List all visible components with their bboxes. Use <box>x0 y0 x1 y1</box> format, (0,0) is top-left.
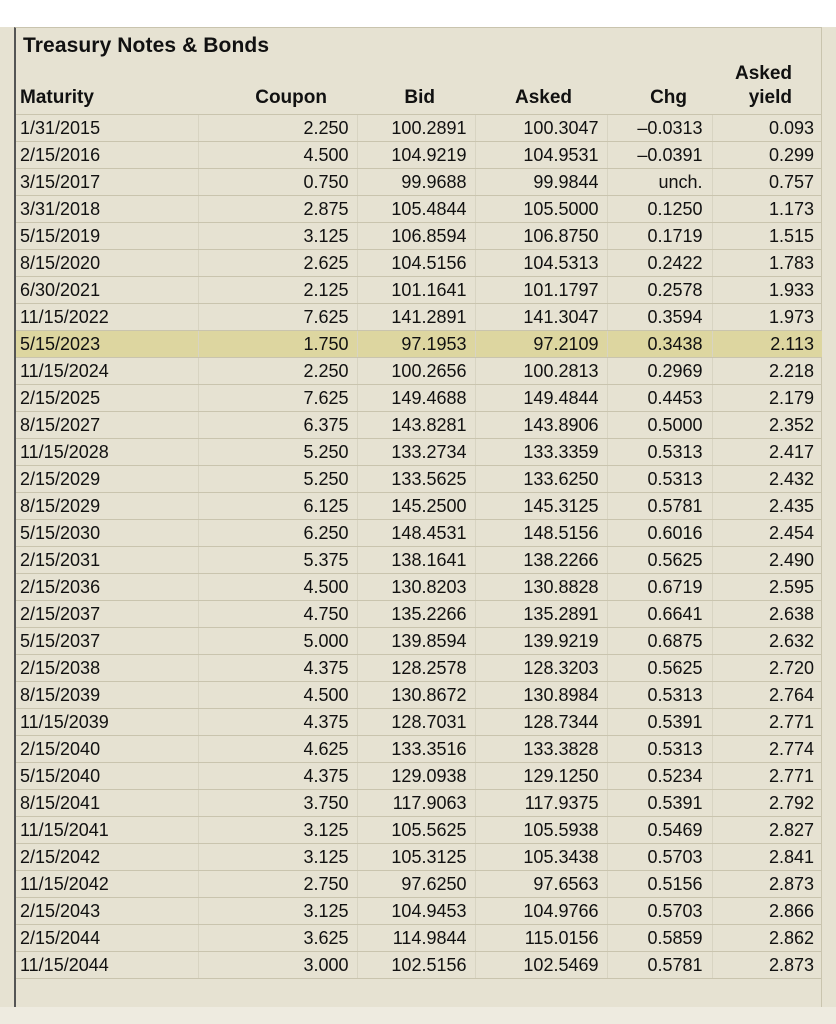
cell-coupon: 0.750 <box>198 169 357 196</box>
cell-chg: unch. <box>607 169 712 196</box>
cell-bid: 135.2266 <box>357 601 475 628</box>
cell-chg: 0.2969 <box>607 358 712 385</box>
cell-maturity: 5/15/2040 <box>16 763 198 790</box>
cell-asked-yield: 2.454 <box>712 520 822 547</box>
cell-coupon: 4.375 <box>198 763 357 790</box>
cell-asked-yield: 2.352 <box>712 412 822 439</box>
cell-coupon: 4.750 <box>198 601 357 628</box>
cell-asked-yield: 1.515 <box>712 223 822 250</box>
cell-maturity: 8/15/2020 <box>16 250 198 277</box>
cell-maturity: 2/15/2038 <box>16 655 198 682</box>
cell-maturity: 11/15/2028 <box>16 439 198 466</box>
table-row <box>16 115 822 142</box>
table-row <box>16 304 822 331</box>
cell-asked: 105.3438 <box>475 844 607 871</box>
cell-chg: 0.5859 <box>607 925 712 952</box>
cell-asked-yield: 1.173 <box>712 196 822 223</box>
cell-bid: 117.9063 <box>357 790 475 817</box>
cell-asked: 102.5469 <box>475 952 607 979</box>
table-row <box>16 385 822 412</box>
cell-asked-yield: 2.862 <box>712 925 822 952</box>
table-row <box>16 250 822 277</box>
table-row <box>16 628 822 655</box>
cell-maturity: 6/30/2021 <box>16 277 198 304</box>
cell-bid: 101.1641 <box>357 277 475 304</box>
cell-chg: 0.5703 <box>607 898 712 925</box>
header-chg: Chg <box>607 55 712 115</box>
cell-coupon: 2.750 <box>198 871 357 898</box>
cell-coupon: 4.375 <box>198 655 357 682</box>
header-maturity: Maturity <box>16 55 198 115</box>
cell-maturity: 5/15/2030 <box>16 520 198 547</box>
header-coupon: Coupon <box>198 55 357 115</box>
cell-bid: 138.1641 <box>357 547 475 574</box>
cell-coupon: 5.250 <box>198 439 357 466</box>
cell-chg: 0.5313 <box>607 439 712 466</box>
cell-asked: 133.6250 <box>475 466 607 493</box>
cell-asked-yield: 2.774 <box>712 736 822 763</box>
cell-coupon: 1.750 <box>198 331 357 358</box>
cell-bid: 97.1953 <box>357 331 475 358</box>
cell-asked-yield: 2.827 <box>712 817 822 844</box>
treasury-table-panel <box>14 27 822 1007</box>
cell-maturity: 5/15/2023 <box>16 331 198 358</box>
cell-maturity: 11/15/2041 <box>16 817 198 844</box>
cell-asked-yield: 2.417 <box>712 439 822 466</box>
cell-asked-yield: 2.764 <box>712 682 822 709</box>
cell-asked: 141.3047 <box>475 304 607 331</box>
cell-asked: 100.2813 <box>475 358 607 385</box>
cell-asked: 130.8984 <box>475 682 607 709</box>
cell-maturity: 2/15/2031 <box>16 547 198 574</box>
cell-chg: 0.3594 <box>607 304 712 331</box>
cell-asked: 128.3203 <box>475 655 607 682</box>
cell-maturity: 1/31/2015 <box>16 115 198 142</box>
table-row <box>16 520 822 547</box>
cell-coupon: 6.125 <box>198 493 357 520</box>
page-bottom-margin <box>0 1007 836 1024</box>
cell-maturity: 8/15/2039 <box>16 682 198 709</box>
table-row <box>16 655 822 682</box>
cell-bid: 133.2734 <box>357 439 475 466</box>
cell-chg: 0.5234 <box>607 763 712 790</box>
cell-asked: 143.8906 <box>475 412 607 439</box>
table-row <box>16 682 822 709</box>
table-row <box>16 790 822 817</box>
cell-coupon: 5.000 <box>198 628 357 655</box>
cell-maturity: 2/15/2040 <box>16 736 198 763</box>
cell-asked: 97.2109 <box>475 331 607 358</box>
cell-maturity: 8/15/2027 <box>16 412 198 439</box>
cell-chg: 0.2578 <box>607 277 712 304</box>
cell-asked-yield: 1.973 <box>712 304 822 331</box>
cell-asked: 133.3828 <box>475 736 607 763</box>
cell-chg: 0.5391 <box>607 709 712 736</box>
cell-asked: 100.3047 <box>475 115 607 142</box>
cell-coupon: 6.250 <box>198 520 357 547</box>
cell-coupon: 2.125 <box>198 277 357 304</box>
table-row <box>16 547 822 574</box>
cell-bid: 141.2891 <box>357 304 475 331</box>
cell-coupon: 7.625 <box>198 304 357 331</box>
cell-chg: 0.5313 <box>607 466 712 493</box>
treasury-table <box>16 55 822 979</box>
cell-chg: –0.0391 <box>607 142 712 169</box>
cell-bid: 99.9688 <box>357 169 475 196</box>
cell-bid: 133.5625 <box>357 466 475 493</box>
cell-chg: 0.5313 <box>607 736 712 763</box>
cell-maturity: 8/15/2029 <box>16 493 198 520</box>
cell-asked: 145.3125 <box>475 493 607 520</box>
table-row <box>16 439 822 466</box>
cell-chg: 0.1250 <box>607 196 712 223</box>
cell-asked: 105.5000 <box>475 196 607 223</box>
cell-maturity: 5/15/2019 <box>16 223 198 250</box>
cell-bid: 102.5156 <box>357 952 475 979</box>
cell-chg: 0.3438 <box>607 331 712 358</box>
cell-chg: 0.5781 <box>607 493 712 520</box>
cell-bid: 104.9219 <box>357 142 475 169</box>
cell-asked-yield: 2.771 <box>712 763 822 790</box>
cell-chg: 0.5781 <box>607 952 712 979</box>
cell-coupon: 4.375 <box>198 709 357 736</box>
cell-maturity: 3/31/2018 <box>16 196 198 223</box>
cell-bid: 100.2891 <box>357 115 475 142</box>
cell-chg: 0.6719 <box>607 574 712 601</box>
cell-asked: 117.9375 <box>475 790 607 817</box>
cell-asked-yield: 2.720 <box>712 655 822 682</box>
cell-asked: 104.9531 <box>475 142 607 169</box>
cell-asked: 104.5313 <box>475 250 607 277</box>
cell-asked-yield: 2.771 <box>712 709 822 736</box>
cell-asked: 106.8750 <box>475 223 607 250</box>
cell-maturity: 2/15/2029 <box>16 466 198 493</box>
table-row <box>16 817 822 844</box>
cell-coupon: 6.375 <box>198 412 357 439</box>
cell-chg: 0.5625 <box>607 655 712 682</box>
cell-coupon: 7.625 <box>198 385 357 412</box>
cell-asked: 129.1250 <box>475 763 607 790</box>
table-row <box>16 142 822 169</box>
cell-maturity: 8/15/2041 <box>16 790 198 817</box>
cell-maturity: 2/15/2042 <box>16 844 198 871</box>
cell-chg: 0.1719 <box>607 223 712 250</box>
cell-maturity: 11/15/2042 <box>16 871 198 898</box>
cell-chg: 0.6641 <box>607 601 712 628</box>
table-row <box>16 601 822 628</box>
header-asked-yield <box>712 55 822 115</box>
cell-asked-yield: 2.490 <box>712 547 822 574</box>
cell-coupon: 3.125 <box>198 898 357 925</box>
cell-bid: 149.4688 <box>357 385 475 412</box>
cell-bid: 130.8203 <box>357 574 475 601</box>
cell-asked-yield: 0.299 <box>712 142 822 169</box>
cell-asked: 133.3359 <box>475 439 607 466</box>
cell-chg: 0.5000 <box>607 412 712 439</box>
cell-coupon: 2.875 <box>198 196 357 223</box>
cell-bid: 105.3125 <box>357 844 475 871</box>
cell-asked: 115.0156 <box>475 925 607 952</box>
table-row <box>16 952 822 979</box>
cell-asked-yield: 2.432 <box>712 466 822 493</box>
table-row <box>16 871 822 898</box>
table-row <box>16 196 822 223</box>
cell-chg: 0.2422 <box>607 250 712 277</box>
table-row <box>16 223 822 250</box>
cell-asked: 138.2266 <box>475 547 607 574</box>
cell-chg: 0.5469 <box>607 817 712 844</box>
cell-asked-yield: 2.873 <box>712 871 822 898</box>
cell-asked-yield: 1.783 <box>712 250 822 277</box>
cell-chg: –0.0313 <box>607 115 712 142</box>
cell-maturity: 2/15/2016 <box>16 142 198 169</box>
cell-asked: 128.7344 <box>475 709 607 736</box>
table-header <box>16 55 822 115</box>
cell-coupon: 5.250 <box>198 466 357 493</box>
cell-maturity: 2/15/2044 <box>16 925 198 952</box>
cell-coupon: 2.250 <box>198 115 357 142</box>
header-bid: Bid <box>357 55 475 115</box>
cell-asked: 130.8828 <box>475 574 607 601</box>
cell-bid: 104.5156 <box>357 250 475 277</box>
cell-bid: 139.8594 <box>357 628 475 655</box>
cell-bid: 143.8281 <box>357 412 475 439</box>
cell-bid: 114.9844 <box>357 925 475 952</box>
cell-coupon: 3.125 <box>198 844 357 871</box>
cell-coupon: 4.500 <box>198 682 357 709</box>
cell-maturity: 2/15/2036 <box>16 574 198 601</box>
cell-asked-yield: 2.841 <box>712 844 822 871</box>
cell-asked-yield: 2.792 <box>712 790 822 817</box>
cell-chg: 0.5625 <box>607 547 712 574</box>
cell-chg: 0.5156 <box>607 871 712 898</box>
cell-maturity: 11/15/2024 <box>16 358 198 385</box>
cell-bid: 129.0938 <box>357 763 475 790</box>
cell-asked-yield: 1.933 <box>712 277 822 304</box>
cell-coupon: 3.000 <box>198 952 357 979</box>
cell-coupon: 3.625 <box>198 925 357 952</box>
cell-coupon: 2.625 <box>198 250 357 277</box>
cell-chg: 0.5313 <box>607 682 712 709</box>
cell-bid: 128.7031 <box>357 709 475 736</box>
cell-bid: 148.4531 <box>357 520 475 547</box>
cell-asked-yield: 2.873 <box>712 952 822 979</box>
cell-asked-yield: 2.595 <box>712 574 822 601</box>
table-row <box>16 169 822 196</box>
page-top-margin <box>0 0 836 27</box>
cell-asked: 135.2891 <box>475 601 607 628</box>
table-row <box>16 277 822 304</box>
cell-asked-yield: 2.435 <box>712 493 822 520</box>
table-title: Treasury Notes & Bonds <box>23 34 270 57</box>
cell-bid: 105.5625 <box>357 817 475 844</box>
table-row <box>16 331 822 358</box>
cell-asked: 148.5156 <box>475 520 607 547</box>
cell-maturity: 2/15/2043 <box>16 898 198 925</box>
cell-asked: 105.5938 <box>475 817 607 844</box>
table-row <box>16 466 822 493</box>
cell-bid: 105.4844 <box>357 196 475 223</box>
table-row <box>16 844 822 871</box>
cell-chg: 0.5391 <box>607 790 712 817</box>
cell-bid: 106.8594 <box>357 223 475 250</box>
table-row <box>16 709 822 736</box>
cell-chg: 0.6016 <box>607 520 712 547</box>
cell-coupon: 2.250 <box>198 358 357 385</box>
cell-asked: 97.6563 <box>475 871 607 898</box>
cell-bid: 128.2578 <box>357 655 475 682</box>
table-row <box>16 574 822 601</box>
cell-chg: 0.4453 <box>607 385 712 412</box>
cell-asked-yield: 2.866 <box>712 898 822 925</box>
header-asked-yield-line2: yield <box>748 87 792 109</box>
table-row <box>16 358 822 385</box>
table-body <box>16 115 822 979</box>
cell-bid: 104.9453 <box>357 898 475 925</box>
cell-maturity: 11/15/2039 <box>16 709 198 736</box>
cell-maturity: 11/15/2044 <box>16 952 198 979</box>
cell-asked: 149.4844 <box>475 385 607 412</box>
table-row <box>16 763 822 790</box>
cell-coupon: 4.500 <box>198 142 357 169</box>
cell-asked: 139.9219 <box>475 628 607 655</box>
cell-maturity: 3/15/2017 <box>16 169 198 196</box>
table-row <box>16 493 822 520</box>
cell-asked-yield: 2.638 <box>712 601 822 628</box>
cell-asked-yield: 0.757 <box>712 169 822 196</box>
cell-coupon: 4.625 <box>198 736 357 763</box>
cell-maturity: 2/15/2025 <box>16 385 198 412</box>
cell-bid: 97.6250 <box>357 871 475 898</box>
cell-coupon: 3.125 <box>198 817 357 844</box>
cell-asked: 101.1797 <box>475 277 607 304</box>
cell-chg: 0.5703 <box>607 844 712 871</box>
cell-bid: 130.8672 <box>357 682 475 709</box>
cell-asked-yield: 2.632 <box>712 628 822 655</box>
header-asked: Asked <box>475 55 607 115</box>
cell-asked: 104.9766 <box>475 898 607 925</box>
header-asked-yield-line1: Asked <box>734 62 792 84</box>
cell-coupon: 3.750 <box>198 790 357 817</box>
table-row <box>16 736 822 763</box>
cell-maturity: 2/15/2037 <box>16 601 198 628</box>
cell-bid: 133.3516 <box>357 736 475 763</box>
cell-maturity: 5/15/2037 <box>16 628 198 655</box>
cell-maturity: 11/15/2022 <box>16 304 198 331</box>
cell-asked-yield: 2.113 <box>712 331 822 358</box>
header-row <box>16 55 822 115</box>
cell-asked: 99.9844 <box>475 169 607 196</box>
cell-bid: 145.2500 <box>357 493 475 520</box>
cell-asked-yield: 2.218 <box>712 358 822 385</box>
cell-coupon: 3.125 <box>198 223 357 250</box>
cell-asked-yield: 0.093 <box>712 115 822 142</box>
cell-coupon: 4.500 <box>198 574 357 601</box>
table-row <box>16 412 822 439</box>
table-row <box>16 898 822 925</box>
cell-bid: 100.2656 <box>357 358 475 385</box>
cell-coupon: 5.375 <box>198 547 357 574</box>
cell-chg: 0.6875 <box>607 628 712 655</box>
table-row <box>16 925 822 952</box>
cell-asked-yield: 2.179 <box>712 385 822 412</box>
